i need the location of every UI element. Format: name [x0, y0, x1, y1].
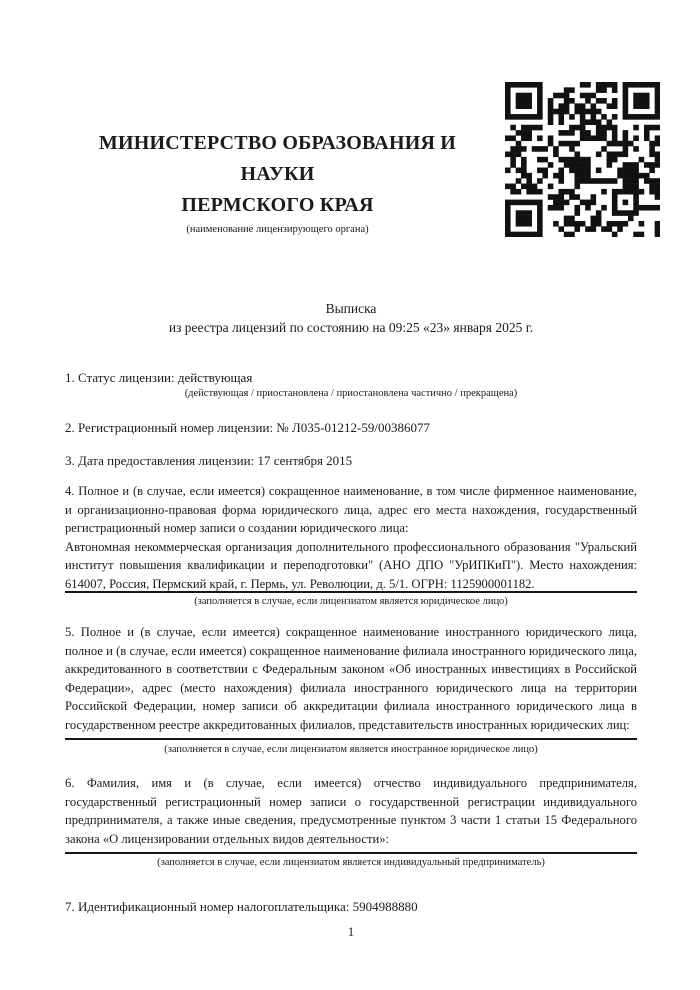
- licensing-authority-caption: (наименование лицензирующего органа): [186, 224, 369, 235]
- item-5-foreign-entity: [65, 623, 637, 734]
- item-6-fill-line: [65, 852, 637, 854]
- item-4-label: 4. Полное и (в случае, если имеется) сокращенное наименование, в том числе фирменное наименование, и организационно-правовая форма юридического лица, адрес его места нахождения, государственный регистрационный номер записи о создании юридического лица:: [65, 484, 637, 535]
- document-title-line1: Выписка: [325, 301, 377, 316]
- item-2-registration-number: 2. Регистрационный номер лицензии: № Л035-01212-59/00386077: [65, 420, 431, 435]
- item-5-label: 5. Полное и (в случае, если имеется) сокращенное наименование иностранного юридического лица, полное и (в случае, если имеется) сокращенное наименование филиала иностранного юридического лица, аккредитованного в соответствии с Федеральным законом «Об иностранных инвестициях в Российской Федерации», адрес (место нахождения) филиала иностранного юридического лица на территории Российской Федерации, номер записи об аккредитации филиала иностранного юридического лица в государственном реестре аккредитованных филиалов, представительств иностранных юридических лиц:: [65, 625, 637, 732]
- qr-code-icon: [505, 82, 660, 237]
- item-5-caption: (заполняется в случае, если лицензиатом является иностранное юридическое лицо): [164, 744, 538, 755]
- ministry-name-line1: МИНИСТЕРСТВО ОБРАЗОВАНИЯ И НАУКИ: [98, 132, 457, 185]
- item-4-value: Автономная некоммерческая организация дополнительного профессионального образования "Уральский институт повышения квалификации и переподготовки" (АНО ДПО "УрИПКиП"). Место нахождения: 614007, Россия, Пермский край, г. Пермь, ул. Революции, д. 5/1. ОГРН: 1125900001182.: [65, 539, 637, 591]
- document-title-line2: из реестра лицензий по состоянию на 09:25 «23» января 2025 г.: [168, 320, 534, 335]
- licensing-authority-header: [65, 128, 490, 235]
- item-6-label: 6. Фамилия, имя и (в случае, если имеется) отчество индивидуального предпринимателя, государственный регистрационный номер записи о государственной регистрации индивидуального предпринимателя, а также иные сведения, предусмотренные пунктом 3 части 1 статьи 15 Федерального закона «О лицензировании отдельных видов деятельности»:: [65, 776, 637, 846]
- item-6-caption: (заполняется в случае, если лицензиатом является индивидуальный предприниматель): [157, 857, 545, 868]
- item-3-license-date: 3. Дата предоставления лицензии: 17 сентября 2015: [65, 453, 353, 468]
- item-4-legal-entity: [65, 482, 637, 593]
- item-1-license-status: 1. Статус лицензии: действующая: [65, 370, 253, 385]
- page-number: 1: [347, 925, 355, 939]
- ministry-name-line2: ПЕРМСКОГО КРАЯ: [181, 194, 374, 216]
- item-6-individual-entrepreneur: [65, 774, 637, 848]
- document-title: [65, 299, 637, 337]
- item-7-taxpayer-id: 7. Идентификационный номер налогоплательщика: 5904988880: [65, 899, 418, 914]
- item-5-fill-line: [65, 738, 637, 740]
- item-4-caption: (заполняется в случае, если лицензиатом является юридическое лицо): [194, 596, 508, 607]
- item-1-caption: (действующая / приостановлена / приостановлена частично / прекращена): [184, 388, 518, 399]
- item-4-fill-line: [65, 591, 637, 593]
